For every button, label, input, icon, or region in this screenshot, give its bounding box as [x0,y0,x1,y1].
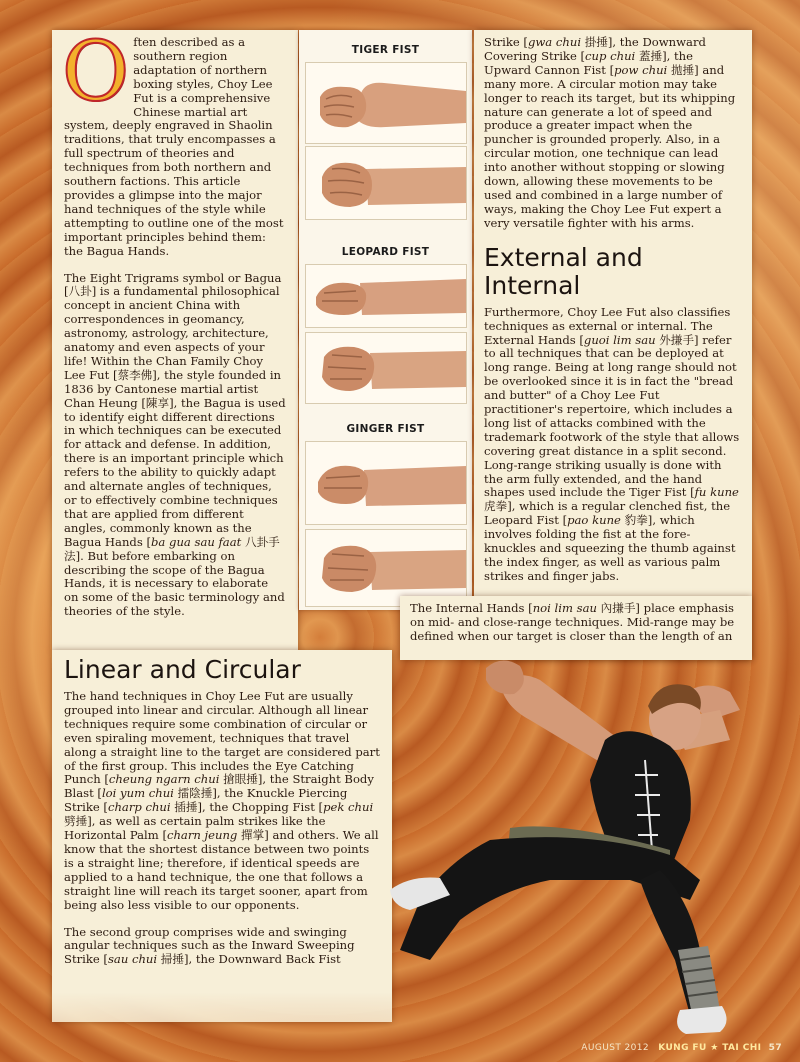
int-text-b: 內搛手] place emphasis on mid- and close-range techniques. Mid-range may be defined when our target is closer than the length of an [410,601,735,643]
ext-term-2: fu kune [694,485,739,500]
linear-paragraph [64,690,380,913]
fist-photo-column [299,30,472,610]
leopard-fist-label: LEOPARD FIST [341,246,430,258]
ext-term-3: pao kune [567,513,621,528]
fist-icon [306,265,466,327]
linear-text-c: 擂陰捶], the Knuckle Piercing Strike [ [64,786,348,815]
external-paragraph [484,306,740,584]
circ-text-c: 蓋捶], the Upward Cannon Fist [ [484,48,694,77]
tiger-fist-photo-1 [305,62,467,144]
ext-text-a: Furthermore, Choy Lee Fut also classifies techniques as external or internal. The External Hands [ [484,304,731,347]
fist-icon [306,147,466,219]
drop-cap: O [62,25,130,120]
linear-circular-heading: Linear and Circular [64,655,301,684]
linear-text-d: 插捶], the Chopping Fist [ [170,800,324,815]
ext-text-d: 豹拳], which involves folding the fist at the fore-knuckles and squeezing the thumb against the index finger, as well as various palm strikes and finger jabs. [484,513,736,583]
circ-text-d: 拋捶] and many more. A circular motion may take longer to reach its target, but its whipping nature can generate a lot of speed and produce a greater impact when the puncher is grounded properly. Also, in a circular motion, one technique can lead into another without stopping or slowing down, allowing these movements to be used and combined in a large number of ways, making the Choy Lee Fut expert a very versatile fighter with his arms. [484,62,736,230]
circular-continued-paragraph [484,36,740,231]
bagua-text-b: 八卦手法]. But before embarking on describing the scope of the Bagua Hands, it is necessary to elaborate on some of the basic terminology and theories of the style. [64,534,285,619]
leopard-fist-block [299,238,472,418]
intro-text [52,25,298,619]
bagua-paragraph [64,272,286,620]
ginger-fist-label: GINGER FIST [346,423,425,435]
tiger-fist-label: TIGER FIST [351,44,420,56]
ext-term-1: guoi lim sau [583,332,656,347]
linear-term-1: cheung ngarn chui [108,772,220,787]
linear-term-2: loi yum chui [101,786,174,801]
circ-text-b: 掛捶], the Downward Covering Strike [ [484,35,706,63]
page-number: 57 [768,1043,782,1053]
fist-icon [306,63,466,143]
external-internal-heading: External and Internal [484,242,643,300]
linear-term-3: charp chui [107,800,171,815]
internal-hands-text [400,596,752,644]
intro-paragraph [62,25,286,259]
circ-text-a: Strike [ [484,35,528,49]
circular-text-b: 掃捶], the Downward Back Fist [157,952,341,967]
issue-date: AUGUST 2012 [581,1043,649,1053]
martial-artist-photo [390,650,770,1040]
magazine-title: KUNG FU ★ TAI CHI [658,1043,762,1053]
intro-panel [52,25,298,650]
internal-paragraph [410,602,740,644]
bagua-text-a: The Eight Trigrams symbol or Bagua [八卦] is a fundamental philosophical concept in ancient China with correspondences in geomancy, astronomy, astrology, architecture, anatomy and even aspects of your life! Within the Chan Family Choy Lee Fut [蔡李佛], the style founded in 1836 by Cantonese martial artist Chan Heung [陳享], the Bagua is used to identify eight different directions in which techniques can be executed for attack and defense. In addition, there is an important principle which refers to the ability to quickly adapt and alternate angles of techniques, or to effectively combine techniques that are applied from different angles, commonly known as the Bagua Hands [ [64,270,286,549]
ginger-fist-photo-1 [305,441,467,525]
ext-text-c: 虎拳], which is a regular clenched fist, the Leopard Fist [ [484,499,731,528]
circular-paragraph [64,926,380,968]
linear-term-4: pek chui [323,800,374,815]
ginger-fist-block [299,415,472,610]
linear-term-5: charn jeung [166,828,238,843]
linear-circular-panel [52,650,392,1022]
fist-icon [306,333,466,403]
circ-term-3: pow chui [614,62,668,77]
ext-text-b: 外搛手] refer to all techniques that can be deployed at long range. Being at long range should not be overlooked since it is in fact the "bread and butter" of a Choy Lee Fut practitioner's repertoire, which includes a long list of attacks combined with the trademark footwork of the style that allows covering great distance in a split second. Long-range striking usually is done with the arm fully extended, and the hand shapes used include the Tiger Fist [ [484,332,740,500]
page-footer [581,1043,782,1053]
fist-icon [306,530,466,606]
circ-term-2: cup chui [585,48,636,63]
fist-icon [306,442,466,524]
external-internal-text [474,30,752,584]
linear-text-e: 劈捶], as well as certain palm strikes like the Horizontal Palm [ [64,814,326,843]
tiger-fist-block [299,30,472,220]
circ-term-1: gwa chui [527,35,582,49]
linear-text-b: 搶眼捶], the Straight Body Blast [ [64,772,374,801]
intro-paragraph-text: ften described as a southern region adaptation of northern boxing styles, Choy Lee Fut is a comprehensive Chinese martial art system, deeply engraved in Shaolin traditions, that truly encompasses a full spectrum of theories and techniques from both northern and southern factions. This article provides a glimpse into the major hand techniques of the style while attempting to outline one of the most important principles behind them: the Bagua Hands. [64,35,284,258]
linear-text-f: 撣掌] and others. We all know that the shortest distance between two points is a straight line; therefore, if identical speeds are applied to a hand technique, the one that follows a straight line will reach its target sooner, apart from being also less visible to our opponents. [64,828,379,912]
circular-term-1: sau chui [107,952,158,967]
linear-text-a: The hand techniques in Choy Lee Fut are usually grouped into linear and circular. Although all linear techniques require some combination of circular or even spiraling movement, techniques that travel along a straight line to the target are considered part of the first group. This includes the Eye Catching Punch [ [64,689,380,787]
leopard-fist-photo-2 [305,332,467,404]
bagua-term: ba gua sau faat [151,534,242,549]
circular-text-a: The second group comprises wide and swinging angular techniques such as the Inward Sweeping Strike [ [64,924,355,967]
tiger-fist-photo-2 [305,146,467,220]
linear-circular-text [52,650,392,967]
external-internal-panel [474,30,752,660]
leopard-fist-photo-1 [305,264,467,328]
int-text-a: The Internal Hands [ [410,601,533,615]
int-term-1: noi lim sau [532,601,597,615]
